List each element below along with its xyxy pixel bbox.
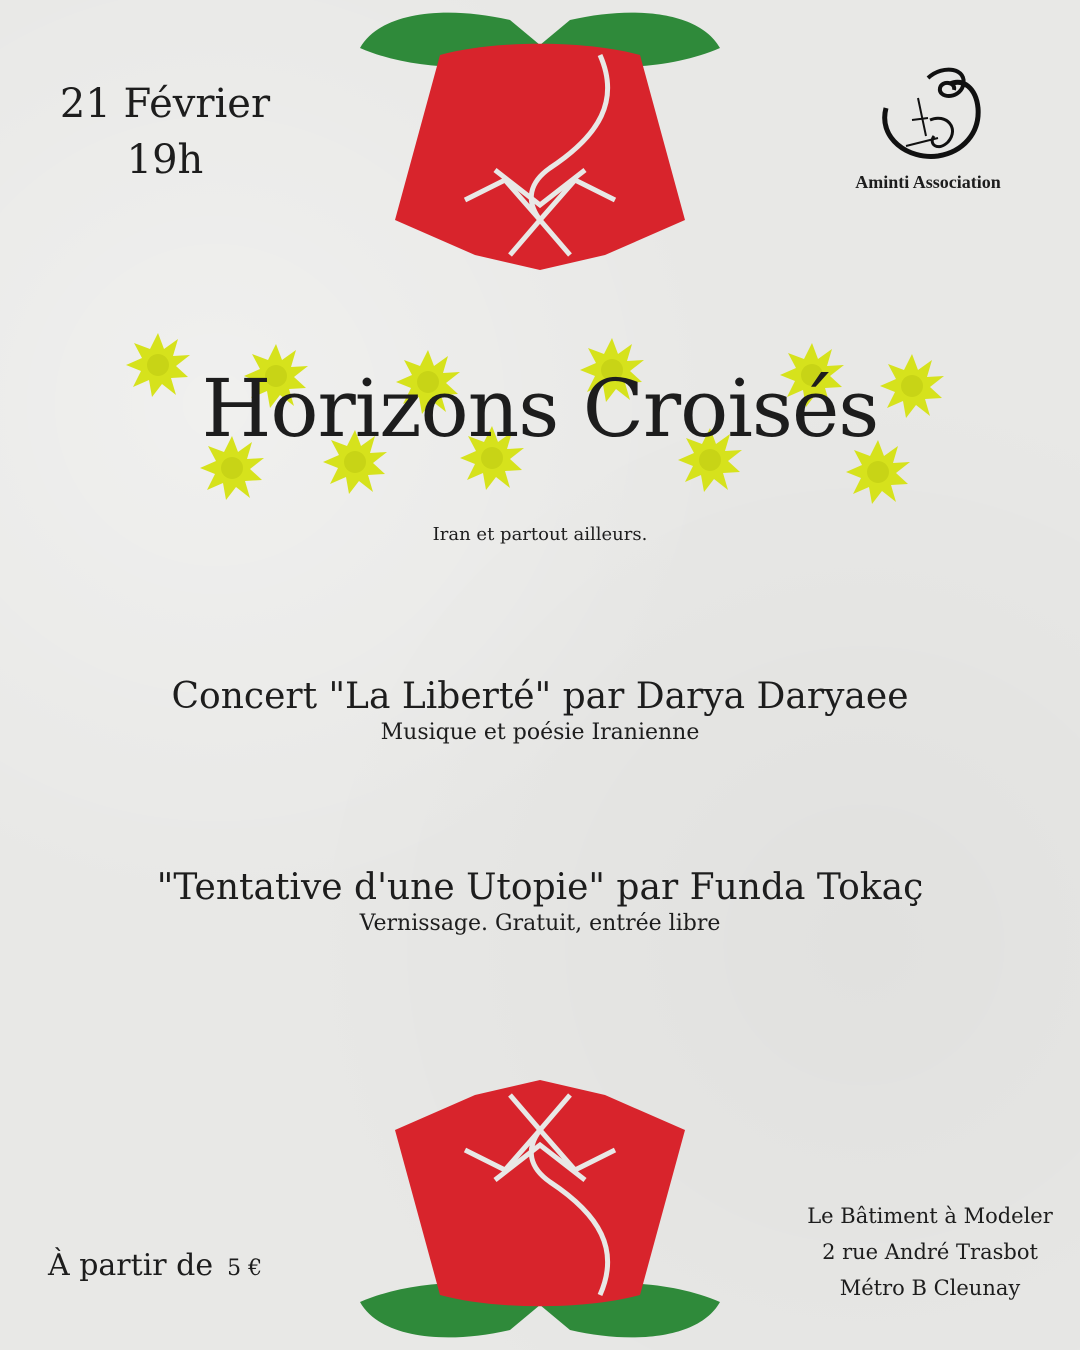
logo-text: Aminti Association	[855, 172, 1001, 192]
price-info	[48, 1248, 262, 1283]
page-subtitle: Iran et partout ailleurs.	[432, 524, 648, 545]
event-date-block	[40, 76, 290, 188]
event-item	[0, 866, 1080, 938]
venue-info	[790, 1198, 1070, 1306]
logo-icon	[868, 58, 988, 166]
event-item	[0, 675, 1080, 747]
flower-top-icon	[355, 0, 725, 275]
event-subtitle: Vernissage. Gratuit, entrée libre	[359, 911, 721, 936]
event-title: Concert "La Liberté" par Darya Daryaee	[171, 676, 909, 717]
association-logo	[838, 58, 1018, 193]
page-title: Horizons Croisés	[201, 362, 879, 455]
venue-address: 2 rue André Trasbot	[822, 1240, 1038, 1264]
event-title: "Tentative d'une Utopie" par Funda Tokaç	[156, 867, 924, 908]
event-subtitle: Musique et poésie Iranienne	[380, 720, 700, 745]
venue-transit: Métro B Cleunay	[839, 1276, 1021, 1300]
flower-bottom-icon	[355, 1075, 725, 1350]
price-amount: 5 €	[227, 1256, 263, 1281]
event-time: 19h	[126, 137, 204, 183]
event-date: 21 Février	[59, 81, 271, 127]
venue-name: Le Bâtiment à Modeler	[807, 1204, 1053, 1228]
price-label: À partir de	[48, 1248, 214, 1283]
